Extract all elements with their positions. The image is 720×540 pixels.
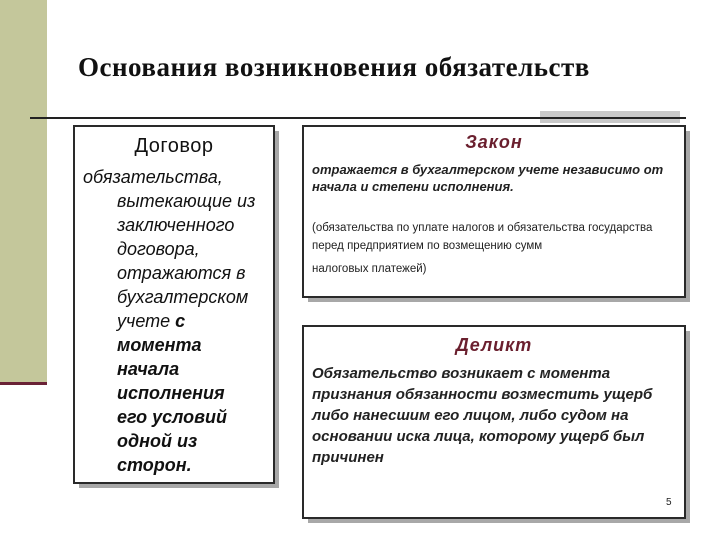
tort-box-shadow-bottom (308, 519, 690, 523)
law-box (302, 125, 686, 298)
contract-bold-line: момента (117, 335, 202, 355)
tort-box-shadow (686, 331, 690, 523)
contract-line: заключенного (117, 215, 235, 235)
contract-line: бухгалтерском (117, 287, 249, 307)
law-note-end: налоговых платежей) (312, 263, 427, 275)
law-main-text: отражается в бухгалтерском учете независимо от начала и степени исполнения. (312, 162, 664, 194)
contract-bold-line: одной из (117, 431, 198, 451)
law-note: (обязательства по уплате налогов и обязательства государства перед предприятием по возмещению сумм (312, 222, 653, 252)
tort-heading: Деликт (455, 335, 533, 355)
contract-box (73, 125, 275, 484)
law-box-shadow-bottom (308, 298, 690, 302)
contract-bold-line: начала (117, 359, 180, 379)
law-heading: Закон (465, 132, 523, 152)
contract-heading: Договор (134, 135, 214, 157)
contract-box-shadow-bottom (79, 484, 279, 488)
slide-title: Основания возникновения обязательств (78, 52, 590, 82)
contract-line: договора, (117, 239, 200, 259)
contract-line: обязательства, (83, 167, 223, 187)
contract-bold-line: сторон. (117, 455, 192, 475)
tort-box (302, 325, 686, 519)
contract-line: отражаются в (117, 263, 246, 283)
contract-line: вытекающие из (117, 191, 256, 211)
contract-description (83, 165, 271, 477)
slide-number: 5 (666, 497, 672, 508)
decorative-left-band (0, 0, 47, 382)
decorative-band-edge (0, 382, 47, 385)
contract-line-bold-suffix: с (170, 311, 186, 331)
contract-box-shadow (275, 131, 279, 488)
contract-line: учете (117, 311, 171, 331)
contract-bold-line: исполнения (117, 383, 225, 403)
title-divider (30, 117, 686, 119)
tort-text: Обязательство возникает с момента признания обязанности возместить ущерб либо нанесшим его лицом, либо судом на основании иска лица, которому ущерб был причинен (312, 365, 653, 466)
law-box-shadow (686, 131, 690, 302)
contract-bold-line: его условий (117, 407, 228, 427)
contract-line-mixed (83, 309, 271, 333)
